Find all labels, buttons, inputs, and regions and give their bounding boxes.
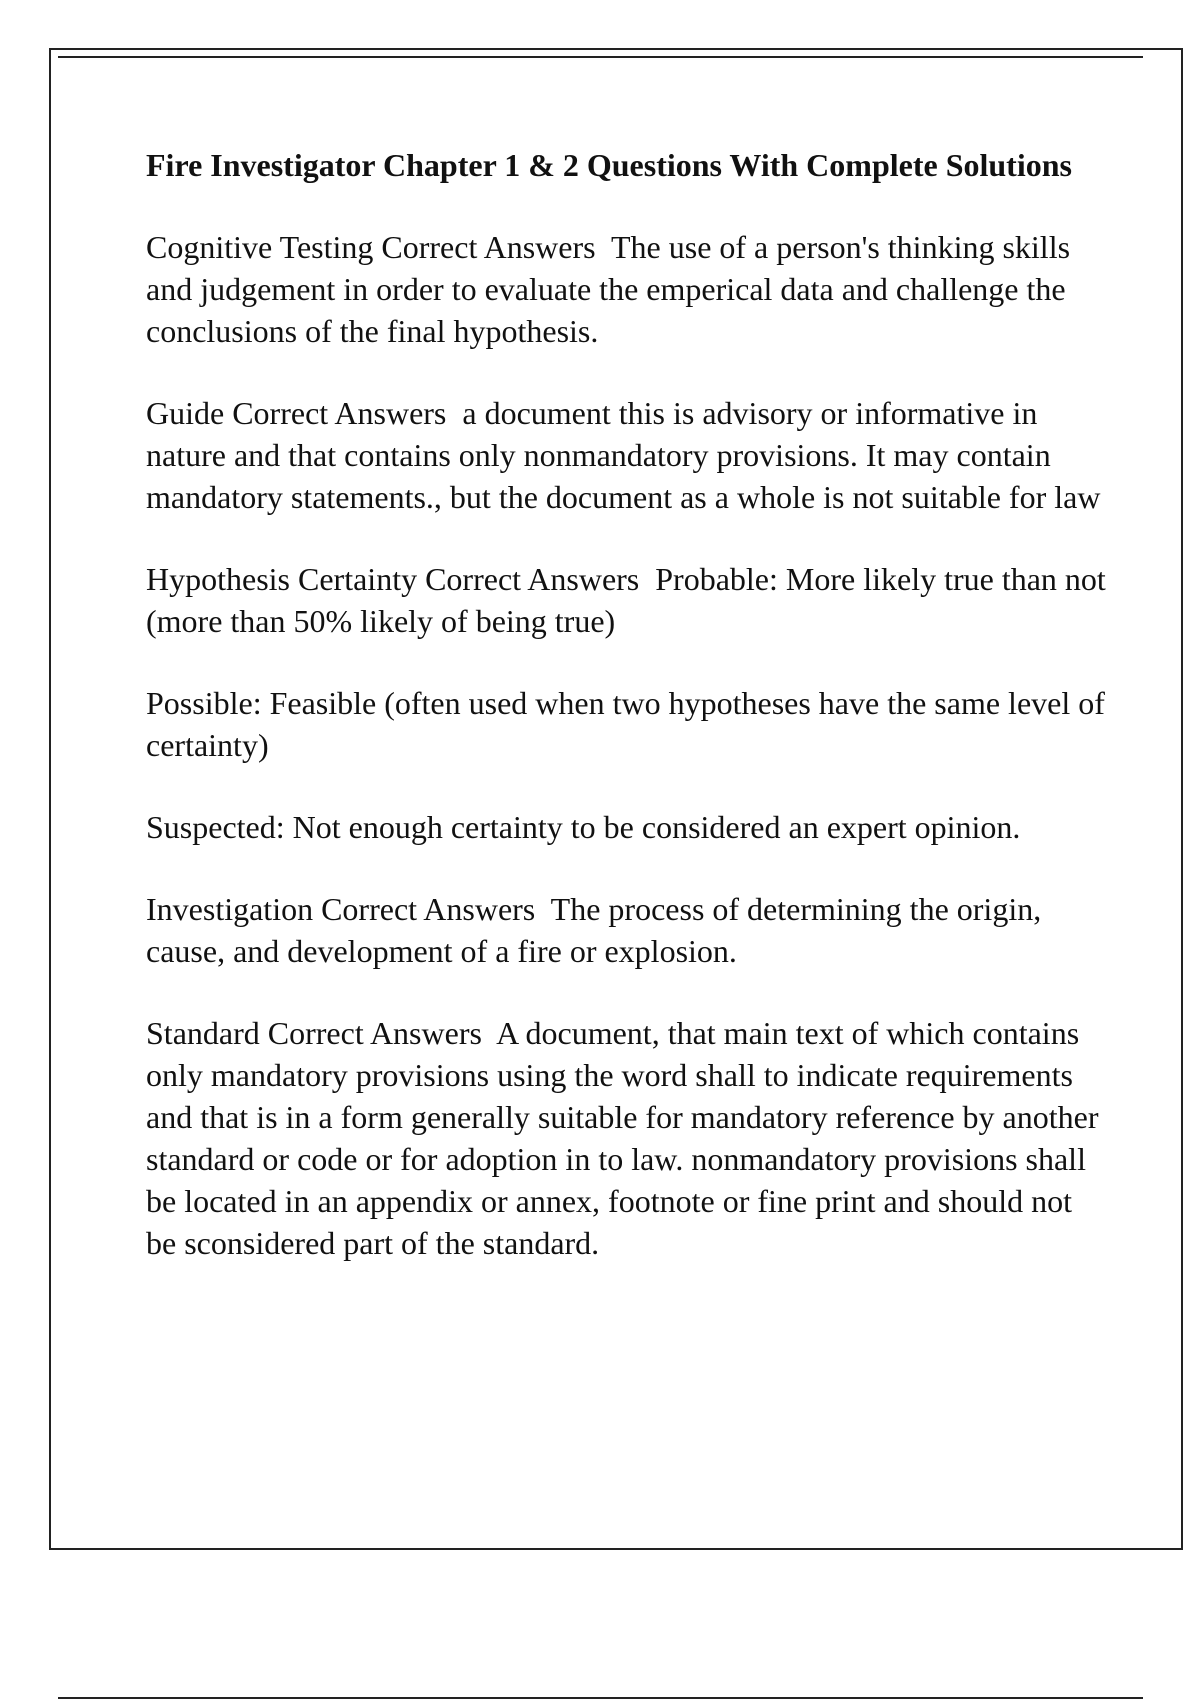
entry-hypothesis-certainty: Hypothesis Certainty Correct Answers Probable: More likely true than not (more than 50% likely of being true) xyxy=(146,561,1114,639)
document-body xyxy=(146,144,1114,1304)
entry-standard: Standard Correct Answers A document, that main text of which contains only mandatory provisions using the word shall to indicate requirements and that is in a form generally suitable for mandatory reference by another standard or code or for adoption in to law. nonmandatory provisions shall be located in an appendix or annex, footnote or fine print and should not be sconsidered part of the standard. xyxy=(146,1015,1107,1261)
bottom-rule xyxy=(58,1697,1143,1699)
entry-cognitive-testing: Cognitive Testing Correct Answers The use of a person's thinking skills and judgement in order to evaluate the emperical data and challenge the conclusions of the final hypothesis. xyxy=(146,229,1079,349)
document-title: Fire Investigator Chapter 1 & 2 Questions With Complete Solutions xyxy=(146,147,1072,183)
entry-investigation: Investigation Correct Answers The process of determining the origin, cause, and development of a fire or explosion. xyxy=(146,891,1050,969)
top-rule xyxy=(58,56,1143,58)
entry-guide: Guide Correct Answers a document this is advisory or informative in nature and that contains only nonmandatory provisions. It may contain mandatory statements., but the document as a whole is not suitable for law xyxy=(146,395,1101,515)
entry-possible: Possible: Feasible (often used when two hypotheses have the same level of certainty) xyxy=(146,685,1113,763)
entry-suspected: Suspected: Not enough certainty to be considered an expert opinion. xyxy=(146,809,1021,845)
